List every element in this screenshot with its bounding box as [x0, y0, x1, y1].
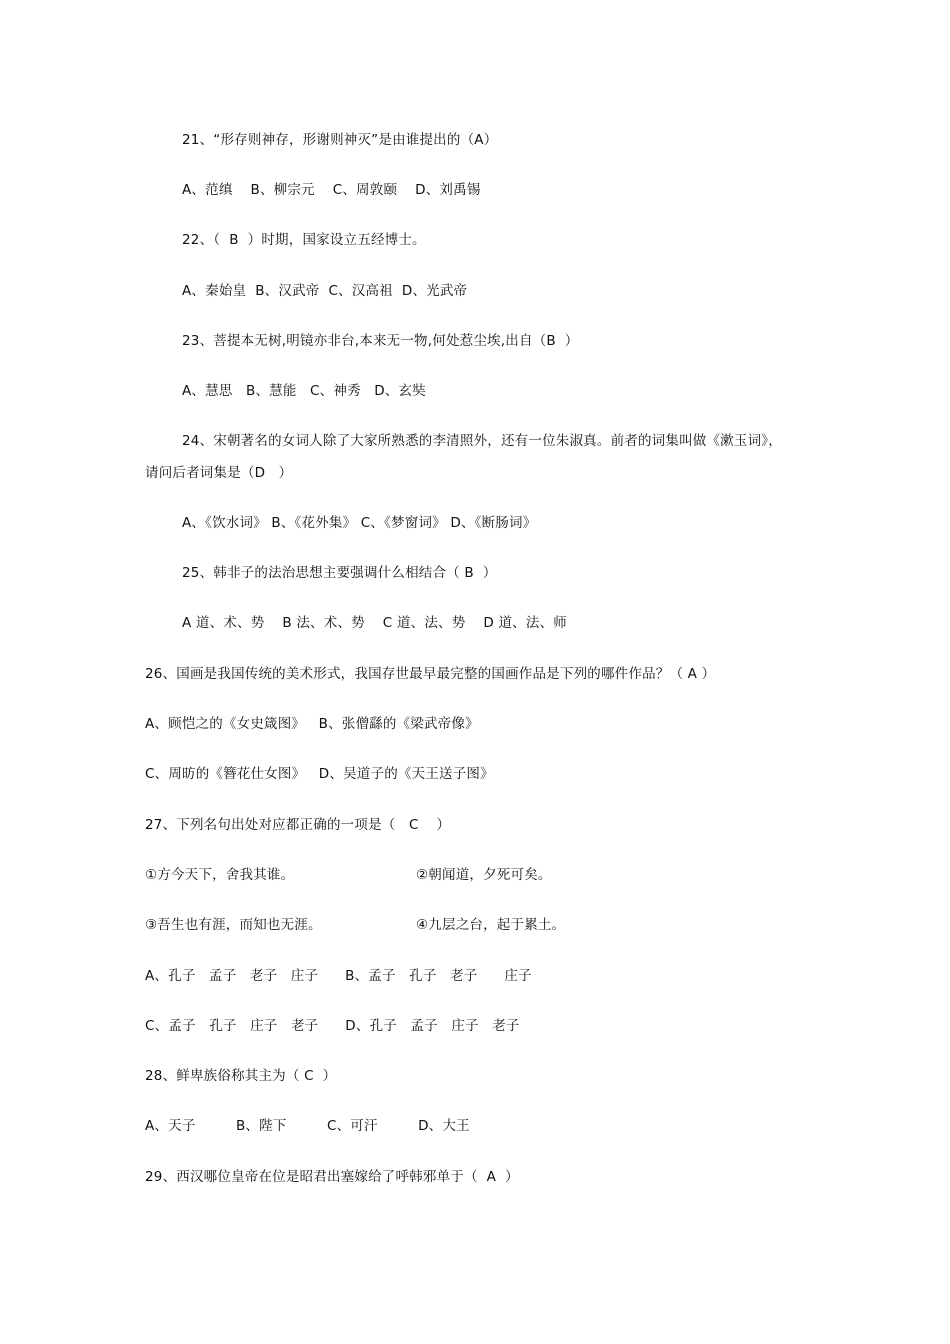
quote-3: ③吾生也有涯，而知也无涯。	[145, 917, 322, 933]
question-28-options: A、天子 B、陛下 C、可汗 D、大王	[145, 1118, 470, 1134]
question-27-options-cd: C、孟子 孔子 庄子 老子 D、孔子 孟子 庄子 老子	[145, 1018, 520, 1034]
question-25-options: A 道、术、势 B 法、术、势 C 道、法、势 D 道、法、师	[182, 615, 567, 631]
question-25: 25、韩非子的法治思想主要强调什么相结合（ B ）	[182, 565, 497, 581]
question-21-options: A、范缜 B、柳宗元 C、周敦颐 D、刘禹锡	[182, 182, 481, 198]
question-23-options: A、慧思 B、慧能 C、神秀 D、玄奘	[182, 383, 426, 399]
quote-4: ④九层之台，起于累土。	[416, 917, 566, 933]
question-22-options: A、秦始皇 B、汉武帝 C、汉高祖 D、光武帝	[182, 283, 468, 299]
question-27-options-ab: A、孔子 孟子 老子 庄子 B、孟子 孔子 老子 庄子	[145, 968, 532, 984]
quote-2: ②朝闻道，夕死可矣。	[416, 867, 552, 883]
quote-1: ①方今天下，舍我其谁。	[145, 867, 295, 883]
question-28: 28、鲜卑族俗称其主为（ C ）	[145, 1068, 337, 1084]
question-24: 24、宋朝著名的女词人除了大家所熟悉的李清照外，还有一位朱淑真。前者的词集叫做《漱玉词》，	[182, 433, 782, 449]
question-24-continued: 请问后者词集是（D ）	[145, 465, 293, 481]
question-26-options-ab: A、顾恺之的《女史箴图》 B、张僧繇的《梁武帝像》	[145, 716, 479, 732]
question-22: 22、（ B ）时期，国家设立五经博士。	[182, 232, 426, 248]
question-23: 23、菩提本无树,明镜亦非台,本来无一物,何处惹尘埃,出自（B ）	[182, 333, 579, 349]
question-29: 29、西汉哪位皇帝在位是昭君出塞嫁给了呼韩邪单于（ A ）	[145, 1169, 519, 1185]
question-27: 27、下列名句出处对应都正确的一项是（ C ）	[145, 817, 451, 833]
question-21: 21、“形存则神存，形谢则神灭”是由谁提出的（A）	[182, 132, 498, 148]
question-26: 26、国画是我国传统的美术形式，我国存世最早最完整的国画作品是下列的哪件作品？（ A ）	[145, 666, 716, 682]
question-24-options: A、《饮水词》 B、《花外集》 C、《梦窗词》 D、《断肠词》	[182, 515, 537, 531]
question-26-options-cd: C、周昉的《簪花仕女图》 D、吴道子的《天王送子图》	[145, 766, 494, 782]
